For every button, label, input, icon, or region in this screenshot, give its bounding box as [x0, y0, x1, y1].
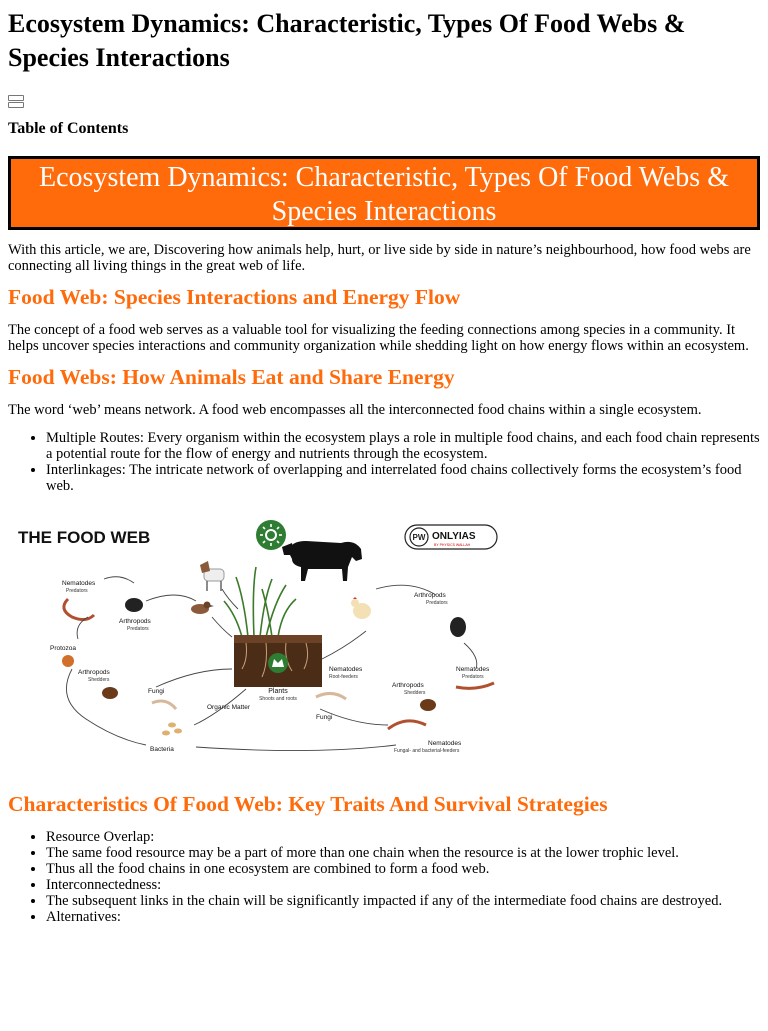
- svg-text:Plants: Plants: [268, 688, 288, 695]
- list-item: • Interconnectedness:: [46, 877, 760, 893]
- svg-text:PW: PW: [412, 533, 426, 542]
- beetle-icon: [125, 598, 143, 612]
- svg-text:Shoots and roots: Shoots and roots: [259, 696, 297, 702]
- toc-heading[interactable]: Table of Contents: [8, 120, 129, 137]
- svg-text:Arthropods: Arthropods: [392, 682, 424, 689]
- svg-text:Bacteria: Bacteria: [150, 746, 174, 753]
- section-heading-food-web: Food Web: Species Interactions and Energy Flow: [8, 285, 461, 309]
- list-item: • Multiple Routes: Every organism within the ecosystem plays a role in multiple food chains, and each food chain represents a potential route for the flow of energy and nutrients through the ecosystem.: [46, 430, 760, 462]
- list-item: • The subsequent links in the chain will be significantly impacted if any of the intermediate food chains are destroyed.: [46, 893, 760, 909]
- bullet-list-food-webs: [8, 430, 760, 494]
- svg-text:Predators: Predators: [462, 674, 484, 680]
- section-paragraph-food-web: The concept of a food web serves as a valuable tool for visualizing the feeding connections among species in a community. It helps uncover species interactions and community organization while shedding light on how energy flows within an ecosystem.: [8, 322, 749, 354]
- food-web-figure: [16, 519, 504, 763]
- list-item: • Resource Overlap:: [46, 829, 760, 845]
- svg-text:BY PHYSICS WALLAH: BY PHYSICS WALLAH: [434, 543, 471, 547]
- svg-text:Shedders: Shedders: [404, 690, 426, 696]
- food-web-diagram: [16, 519, 504, 763]
- svg-text:ONLYIAS: ONLYIAS: [432, 531, 476, 542]
- toc-toggle-icon[interactable]: [8, 95, 24, 109]
- figure-title: THE FOOD WEB: [18, 528, 151, 547]
- svg-text:Fungi: Fungi: [316, 714, 333, 721]
- section-heading-characteristics: Characteristics Of Food Web: Key Traits And Survival Strategies: [8, 792, 608, 816]
- svg-text:Protozoa: Protozoa: [50, 645, 77, 652]
- list-item: • The same food resource may be a part of more than one chain when the resource is at the lower trophic level.: [46, 845, 760, 861]
- roach-icon: [102, 687, 118, 699]
- page-title: Ecosystem Dynamics: Characteristic, Types Of Food Webs & Species Interactions: [8, 9, 686, 72]
- svg-text:Nematodes: Nematodes: [428, 740, 462, 747]
- section-heading-food-webs-energy: Food Webs: How Animals Eat and Share Energy: [8, 365, 455, 389]
- title-banner: Ecosystem Dynamics: Characteristic, Types Of Food Webs & Species Interactions: [8, 156, 760, 230]
- svg-text:Arthropods: Arthropods: [414, 592, 446, 599]
- sun-icon: [256, 520, 286, 550]
- section-paragraph-food-webs-energy: The word ‘web’ means network. A food web encompasses all the interconnected food chains within a single ecosystem.: [8, 402, 702, 418]
- svg-text:Fungi: Fungi: [148, 688, 165, 695]
- protozoa-icon: [62, 655, 74, 667]
- list-item: • Alternatives:: [46, 909, 760, 925]
- spider-icon: [450, 617, 466, 637]
- svg-text:Arthropods: Arthropods: [78, 669, 110, 676]
- svg-text:Predators: Predators: [66, 588, 88, 594]
- svg-text:Arthropods: Arthropods: [119, 618, 151, 625]
- svg-text:Shedders: Shedders: [88, 677, 110, 683]
- svg-text:Nematodes: Nematodes: [329, 666, 363, 673]
- svg-text:Predators: Predators: [426, 600, 448, 606]
- svg-text:Nematodes: Nematodes: [456, 666, 490, 673]
- list-item: • Interlinkages: The intricate network of overlapping and interrelated food chains collectively forms the ecosystem’s food web.: [46, 462, 760, 494]
- svg-text:Nematodes: Nematodes: [62, 580, 96, 587]
- list-item: • Thus all the food chains in one ecosystem are combined to form a food web.: [46, 861, 760, 877]
- soil-icon: [234, 635, 322, 687]
- article: [0, 7, 768, 925]
- onlyias-logo: [405, 525, 497, 549]
- svg-text:Predators: Predators: [127, 626, 149, 632]
- svg-text:Organic Matter: Organic Matter: [207, 704, 250, 711]
- intro-paragraph: With this article, we are, Discovering how animals help, hurt, or live side by side in nature’s neighbourhood, how food webs are connecting all living things in the great web of life.: [8, 242, 751, 274]
- bullet-list-characteristics: [8, 829, 760, 925]
- svg-text:Fungal- and bacterial-feeders: Fungal- and bacterial-feeders: [394, 748, 460, 754]
- svg-text:Root-feeders: Root-feeders: [329, 674, 358, 680]
